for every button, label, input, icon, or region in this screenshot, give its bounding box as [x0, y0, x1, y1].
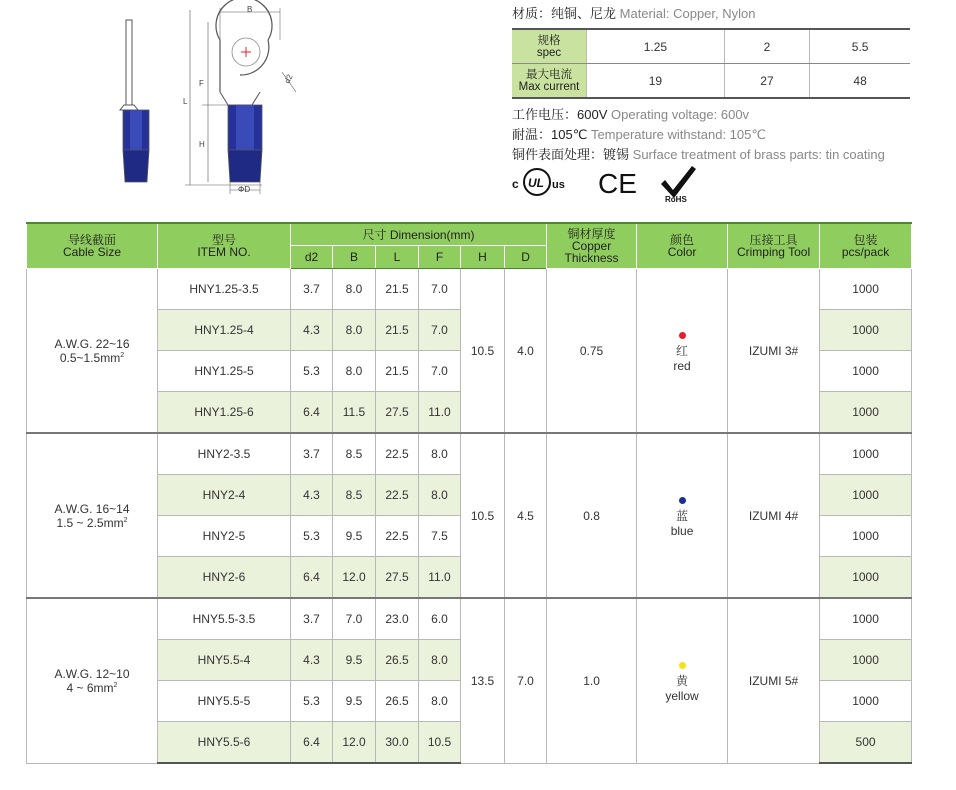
- current-value: 19: [587, 64, 725, 99]
- current-row: [512, 64, 910, 99]
- color-cell: 蓝 blue: [637, 433, 728, 598]
- col-d2: d2: [291, 246, 333, 269]
- rohs-logo-icon: [661, 166, 696, 204]
- product-table: [26, 222, 912, 764]
- f-cell: 6.0: [419, 598, 461, 640]
- h-cell: 13.5: [461, 598, 505, 763]
- voltage-line: 工作电压：600V Operating voltage: 600v: [512, 107, 750, 122]
- pack-cell: 1000: [820, 310, 912, 351]
- color-dot-icon: [679, 332, 686, 339]
- d-cell: 4.0: [505, 269, 547, 434]
- cable-size-cell: A.W.G. 22~16 $0.5\sim 1.5mm^2$: [27, 269, 158, 434]
- thickness-cell: 0.75: [547, 269, 637, 434]
- f-cell: 7.0: [419, 310, 461, 351]
- cable-size-cell: A.W.G. 16~14 1.5 ~ $2.5mm^2$: [27, 433, 158, 598]
- col-dimension: 尺寸 Dimension(mm): [291, 223, 547, 246]
- spec-value: 2: [724, 29, 809, 64]
- item-no-cell: HNY5.5-3.5: [158, 598, 291, 640]
- f-cell: 7.5: [419, 516, 461, 557]
- d2-cell: 5.3: [291, 516, 333, 557]
- f-cell: 10.5: [419, 722, 461, 764]
- crimping-tool-cell: IZUMI 5#: [728, 598, 820, 763]
- item-no-cell: HNY2-5: [158, 516, 291, 557]
- item-no-cell: HNY1.25-3.5: [158, 269, 291, 310]
- l-cell: 22.5: [376, 475, 419, 516]
- d2-cell: 6.4: [291, 392, 333, 434]
- f-cell: 8.0: [419, 433, 461, 475]
- col-crimping-tool: 压接工具 Crimping Tool: [728, 223, 820, 269]
- d2-cell: 3.7: [291, 433, 333, 475]
- l-cell: 23.0: [376, 598, 419, 640]
- f-cell: 11.0: [419, 392, 461, 434]
- f-cell: 8.0: [419, 681, 461, 722]
- d2-cell: 6.4: [291, 557, 333, 599]
- surface-line: 铜件表面处理：镀锡 Surface treatment of brass parts: tin coating: [512, 147, 885, 162]
- col-d: D: [505, 246, 547, 269]
- f-cell: 7.0: [419, 351, 461, 392]
- col-pack: 包装 pcs/pack: [820, 223, 912, 269]
- item-no-cell: HNY1.25-5: [158, 351, 291, 392]
- crimping-tool-cell: IZUMI 3#: [728, 269, 820, 434]
- thickness-cell: 0.8: [547, 433, 637, 598]
- d2-cell: 4.3: [291, 640, 333, 681]
- current-value: 27: [724, 64, 809, 99]
- dim-l-label: L: [183, 97, 188, 106]
- b-cell: 8.0: [333, 310, 376, 351]
- l-cell: 21.5: [376, 310, 419, 351]
- color-cell: 黄 yellow: [637, 598, 728, 763]
- table-row: [27, 433, 912, 475]
- svg-text:us: us: [552, 179, 565, 191]
- col-color: 颜色 Color: [637, 223, 728, 269]
- l-cell: 27.5: [376, 392, 419, 434]
- h-cell: 10.5: [461, 433, 505, 598]
- item-no-cell: HNY1.25-6: [158, 392, 291, 434]
- terminal-diagram: [110, 0, 310, 200]
- l-cell: 30.0: [376, 722, 419, 764]
- color-cell: 红 red: [637, 269, 728, 434]
- col-item-no: 型号 ITEM NO.: [158, 223, 291, 269]
- col-b: B: [333, 246, 376, 269]
- dim-phid-label: ΦD: [238, 185, 251, 194]
- f-cell: 11.0: [419, 557, 461, 599]
- l-cell: 26.5: [376, 640, 419, 681]
- l-cell: 22.5: [376, 516, 419, 557]
- spec-value: 5.5: [810, 29, 910, 64]
- d2-cell: 5.3: [291, 681, 333, 722]
- dim-b-label: B: [247, 5, 253, 14]
- b-cell: 8.0: [333, 351, 376, 392]
- d-cell: 7.0: [505, 598, 547, 763]
- l-cell: 21.5: [376, 351, 419, 392]
- dim-f-label: F: [199, 79, 204, 88]
- col-h: H: [461, 246, 505, 269]
- b-cell: 12.0: [333, 557, 376, 599]
- pack-cell: 1000: [820, 598, 912, 640]
- dim-h-label: H: [199, 140, 205, 149]
- item-no-cell: HNY5.5-4: [158, 640, 291, 681]
- pack-cell: 1000: [820, 475, 912, 516]
- item-no-cell: HNY2-6: [158, 557, 291, 599]
- item-no-cell: HNY5.5-5: [158, 681, 291, 722]
- f-cell: 7.0: [419, 269, 461, 310]
- d2-cell: 3.7: [291, 269, 333, 310]
- svg-text:UL: UL: [528, 176, 544, 190]
- l-cell: 26.5: [376, 681, 419, 722]
- h-cell: 10.5: [461, 269, 505, 434]
- header-row: [27, 223, 912, 246]
- d-cell: 4.5: [505, 433, 547, 598]
- pack-cell: 1000: [820, 681, 912, 722]
- col-l: L: [376, 246, 419, 269]
- d2-cell: 4.3: [291, 475, 333, 516]
- pack-cell: 1000: [820, 516, 912, 557]
- color-dot-icon: [679, 497, 686, 504]
- item-no-cell: HNY1.25-4: [158, 310, 291, 351]
- b-cell: 8.0: [333, 269, 376, 310]
- crimping-tool-cell: IZUMI 4#: [728, 433, 820, 598]
- b-cell: 12.0: [333, 722, 376, 764]
- specs-block: [512, 4, 912, 165]
- spec-row: [512, 29, 910, 64]
- ce-logo-icon: CE: [598, 168, 637, 199]
- pack-cell: 1000: [820, 392, 912, 434]
- spec-table: [512, 28, 910, 99]
- material-cn: 材质：纯铜、尼龙: [512, 6, 617, 21]
- pack-cell: 1000: [820, 351, 912, 392]
- current-header: 最大电流 Max current: [512, 64, 587, 99]
- l-cell: 21.5: [376, 269, 419, 310]
- pack-cell: 1000: [820, 269, 912, 310]
- f-cell: 8.0: [419, 640, 461, 681]
- d2-cell: 6.4: [291, 722, 333, 764]
- table-row: [27, 598, 912, 640]
- thickness-cell: 1.0: [547, 598, 637, 763]
- dim-d2-label: d2: [282, 72, 295, 85]
- b-cell: 8.5: [333, 475, 376, 516]
- spec-header: 规格 spec: [512, 29, 587, 64]
- f-cell: 8.0: [419, 475, 461, 516]
- pack-cell: 1000: [820, 640, 912, 681]
- cert-logos: [510, 160, 730, 205]
- pack-cell: 1000: [820, 433, 912, 475]
- b-cell: 11.5: [333, 392, 376, 434]
- pack-cell: 500: [820, 722, 912, 764]
- b-cell: 9.5: [333, 640, 376, 681]
- col-f: F: [419, 246, 461, 269]
- item-no-cell: HNY2-3.5: [158, 433, 291, 475]
- current-value: 48: [810, 64, 910, 99]
- material-en: Material: Copper, Nylon: [619, 6, 756, 21]
- table-row: [27, 269, 912, 310]
- b-cell: 9.5: [333, 516, 376, 557]
- b-cell: 8.5: [333, 433, 376, 475]
- svg-text:RoHS: RoHS: [665, 195, 687, 204]
- l-cell: 27.5: [376, 557, 419, 599]
- item-no-cell: HNY2-4: [158, 475, 291, 516]
- material-line: [512, 4, 912, 24]
- l-cell: 22.5: [376, 433, 419, 475]
- d2-cell: 4.3: [291, 310, 333, 351]
- spec-value: 1.25: [587, 29, 725, 64]
- cable-size-cell: A.W.G. 12~10 4 ~ $6mm^2$: [27, 598, 158, 763]
- b-cell: 9.5: [333, 681, 376, 722]
- temperature-line: 耐温：105℃ Temperature withstand: 105℃: [512, 127, 766, 142]
- svg-text:c: c: [512, 177, 519, 191]
- color-dot-icon: [679, 662, 686, 669]
- col-cable-size: 导线截面 Cable Size: [27, 223, 158, 269]
- d2-cell: 5.3: [291, 351, 333, 392]
- d2-cell: 3.7: [291, 598, 333, 640]
- b-cell: 7.0: [333, 598, 376, 640]
- col-thickness: 铜材厚度 Copper Thickness: [547, 223, 637, 269]
- pack-cell: 1000: [820, 557, 912, 599]
- ul-logo-icon: [512, 169, 565, 195]
- item-no-cell: HNY5.5-6: [158, 722, 291, 764]
